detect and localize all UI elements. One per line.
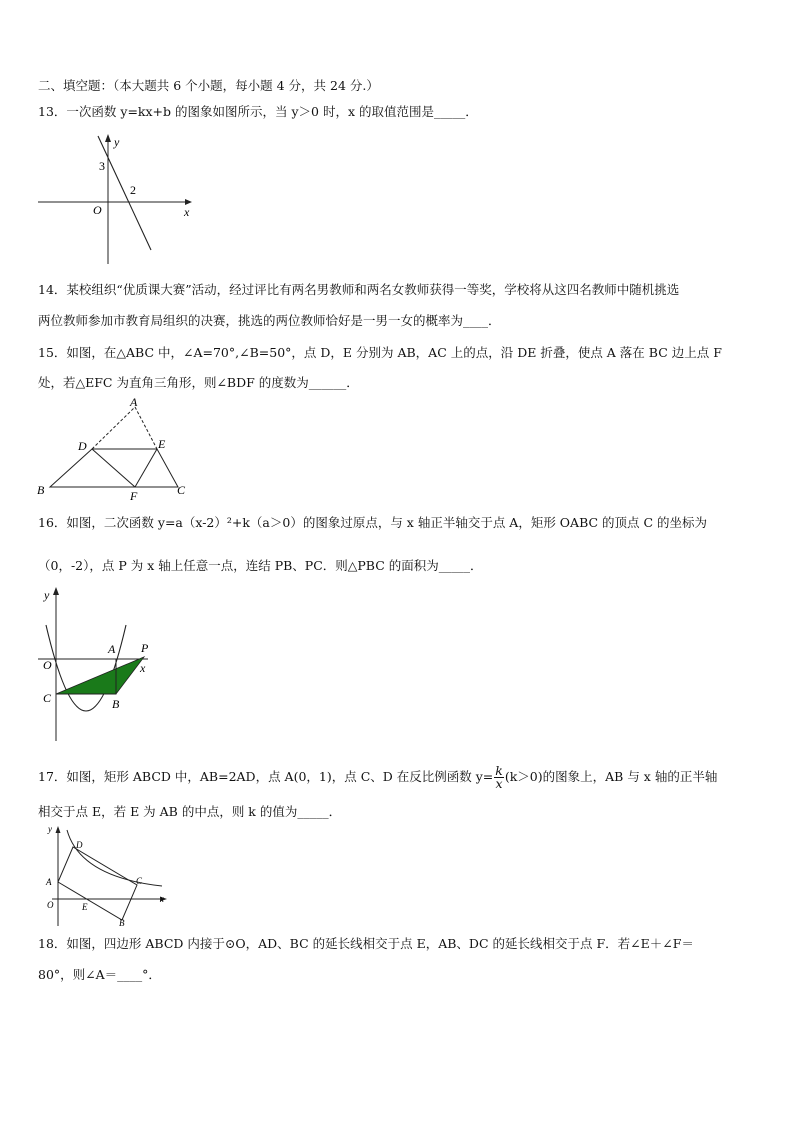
q17-y-arrow bbox=[56, 826, 61, 833]
q13-y-label: y bbox=[114, 135, 120, 149]
q17-label-y: y bbox=[48, 824, 52, 834]
q13-x-intercept-label: 2 bbox=[130, 183, 136, 197]
q13-text: 13．一次函数 y=kx+b 的图象如图所示，当 y＞0 时，x 的取值范围是_____． bbox=[38, 104, 478, 119]
q15-label-f: F bbox=[130, 489, 138, 500]
q15-label-d: D bbox=[78, 439, 87, 453]
q15-label-c: C bbox=[177, 483, 186, 497]
q15-label-a: A bbox=[130, 396, 138, 409]
section-heading: 二、填空题：（本大题共 6 个小题，每小题 4 分，共 24 分.） bbox=[38, 78, 379, 93]
q13-figure bbox=[36, 130, 196, 270]
q16-line1: 16．如图，二次函数 y=a（x-2）²+k（a＞0）的图象过原点，与 x 轴正半轴交于点 A，矩形 OABC 的顶点 C 的坐标为 bbox=[38, 515, 708, 530]
q16-label-o: O bbox=[43, 658, 52, 672]
q16-label-y: y bbox=[44, 588, 50, 602]
q17-line1-part-a: 17．如图，矩形 ABCD 中，AB=2AD，点 A(0，1)，点 C、D 在反比例函数 y= bbox=[38, 769, 494, 784]
q15-ef bbox=[135, 449, 157, 487]
q13-function-line bbox=[98, 136, 151, 250]
q17-line1-part-b: (k＞0)的图象上，AB 与 x 轴的正半轴 bbox=[504, 769, 718, 784]
q15-figure bbox=[34, 396, 204, 500]
q16-line2: （0，-2），点 P 为 x 轴上任意一点，连结 PB、PC．则△PBC 的面积为_____． bbox=[38, 558, 483, 573]
q17-label-d: D bbox=[76, 840, 83, 850]
q16-label-b: B bbox=[112, 697, 120, 711]
q17-label-a: A bbox=[46, 877, 52, 887]
q15-label-b: B bbox=[37, 483, 45, 497]
q16-triangle-pbc bbox=[56, 657, 144, 694]
q18-line2: 80°，则∠A＝____°． bbox=[38, 967, 161, 982]
q17-fraction bbox=[494, 765, 504, 790]
q17-frac-denominator: x bbox=[495, 776, 503, 791]
q17-figure bbox=[40, 822, 180, 930]
q16-label-a: A bbox=[108, 642, 116, 656]
q18-line1: 18．如图，四边形 ABCD 内接于⊙O，AD、BC 的延长线相交于点 E，AB、DC 的延长线相交于点 F．若∠E＋∠F＝ bbox=[38, 936, 694, 951]
q13-origin-label: O bbox=[93, 203, 102, 217]
q15-df bbox=[92, 449, 135, 487]
q13-y-intercept-label: 3 bbox=[99, 159, 105, 173]
q17-frac-numerator: k bbox=[495, 763, 503, 778]
q17-hyperbola bbox=[67, 830, 162, 886]
q17-label-b: B bbox=[119, 918, 125, 928]
q16-label-x: x bbox=[140, 661, 146, 675]
q17-line2: 相交于点 E，若 E 为 AB 的中点，则 k 的值为_____． bbox=[38, 804, 342, 819]
q13-y-arrow bbox=[105, 134, 111, 142]
q17-rectangle-abcd bbox=[58, 847, 137, 920]
q15-line2: 处，若△EFC 为直角三角形，则∠BDF 的度数为______． bbox=[38, 375, 359, 390]
q17-line1 bbox=[38, 765, 717, 790]
q17-label-o: O bbox=[47, 900, 54, 910]
q13-x-label: x bbox=[184, 205, 190, 219]
q14-line1: 14．某校组织“优质课大赛”活动，经过评比有两名男教师和两名女教师获得一等奖，学校将从这四名教师中随机挑选 bbox=[38, 282, 680, 297]
q16-label-p: P bbox=[141, 641, 149, 655]
q15-dashed-da bbox=[92, 407, 135, 449]
q17-label-c: C bbox=[136, 876, 143, 886]
q15-dashed-ae bbox=[135, 407, 157, 449]
q15-line1: 15．如图，在△ABC 中，∠A=70°,∠B=50°，点 D，E 分别为 AB，AC 上的点，沿 DE 折叠，使点 A 落在 BC 边上点 F bbox=[38, 345, 722, 360]
q17-label-e: E bbox=[82, 902, 88, 912]
q16-label-c: C bbox=[43, 691, 52, 705]
q16-figure bbox=[36, 585, 161, 745]
q17-label-x: x bbox=[160, 894, 164, 904]
q15-label-e: E bbox=[158, 437, 166, 451]
q14-line2: 两位教师参加市教育局组织的决赛，挑选的两位教师恰好是一男一女的概率为____． bbox=[38, 313, 501, 328]
q16-y-arrow bbox=[53, 587, 59, 595]
